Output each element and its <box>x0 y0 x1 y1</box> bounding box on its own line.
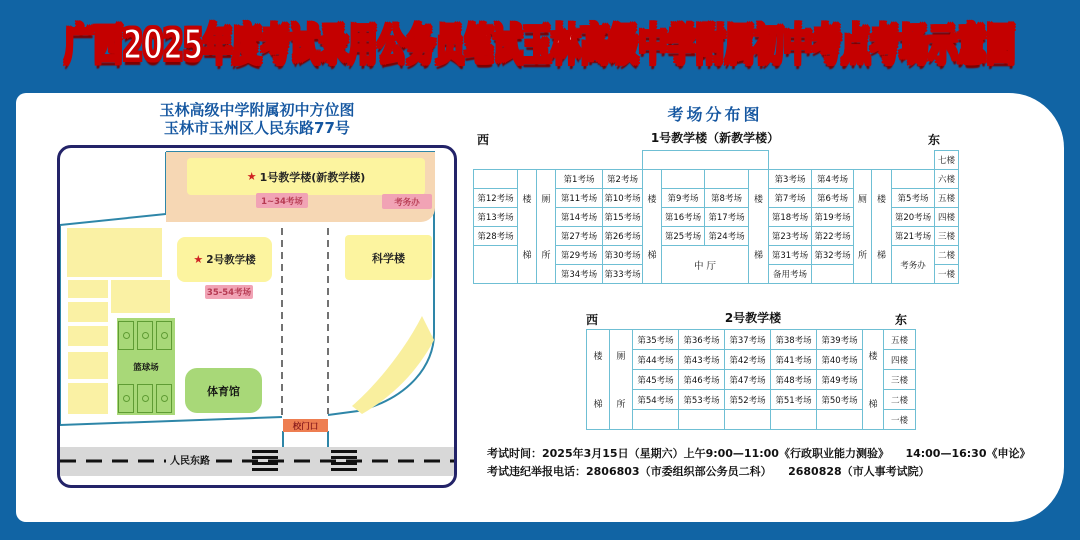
basketball-area <box>117 318 175 415</box>
yellow-block <box>68 302 108 322</box>
west-label: 西 <box>586 313 599 327</box>
room-cell: 第9考场 <box>662 189 705 208</box>
building2-block <box>177 237 272 282</box>
room-cell: 第15考场 <box>603 208 643 227</box>
star-icon: ★ <box>193 253 204 266</box>
room-cell: 第39考场 <box>817 330 863 350</box>
star-icon: ★ <box>246 170 257 183</box>
room-cell: 第32考场 <box>812 246 854 265</box>
room-cell: 第22考场 <box>812 227 854 246</box>
room-cell <box>662 170 705 189</box>
room-cell: 第44考场 <box>633 350 679 370</box>
science-building <box>345 235 432 280</box>
room-cell: 备用考场 <box>769 265 812 284</box>
court-icon <box>137 384 153 413</box>
yellow-block <box>68 326 108 346</box>
room-cell: 第34考场 <box>556 265 603 284</box>
building1-label: 1号教学楼(新教学楼) <box>259 170 366 184</box>
floor-row-6 <box>474 170 959 189</box>
room-cell: 第33考场 <box>603 265 643 284</box>
room-cell <box>705 170 749 189</box>
room-cell: 第52考场 <box>725 390 771 410</box>
building2-table-header: 2号教学楼 <box>724 311 782 325</box>
stairs-cell: 楼 梯 <box>863 330 884 430</box>
floor-row-5 <box>587 330 916 350</box>
room-cell: 第21考场 <box>892 227 935 246</box>
yellow-block <box>68 280 108 298</box>
room-cell: 第2考场 <box>603 170 643 189</box>
building1-table-header: 1号教学楼（新教学楼） <box>650 131 780 145</box>
floor-label: 三楼 <box>935 227 959 246</box>
court-icon <box>156 384 172 413</box>
central-hall-cell: 中 厅 <box>662 246 749 284</box>
room-cell <box>633 410 679 430</box>
room-cell: 第17考场 <box>705 208 749 227</box>
room-cell <box>812 265 854 284</box>
map-title <box>57 101 457 137</box>
yellow-block <box>68 352 108 379</box>
floor-label: 四楼 <box>884 350 916 370</box>
room-cell: 第18考场 <box>769 208 812 227</box>
room-cell: 第28考场 <box>474 227 518 246</box>
exam-office-label: 考务办 <box>382 194 432 209</box>
stairs-cell: 楼 梯 <box>587 330 610 430</box>
yellow-block <box>68 383 108 414</box>
room-cell: 第31考场 <box>769 246 812 265</box>
room-cell: 第14考场 <box>556 208 603 227</box>
room-cell: 第7考场 <box>769 189 812 208</box>
room-cell: 第4考场 <box>812 170 854 189</box>
room-cell: 第30考场 <box>603 246 643 265</box>
floor-label: 七楼 <box>935 151 959 170</box>
gate-label: 校门口 <box>283 419 328 432</box>
gym-label: 体育馆 <box>207 384 240 398</box>
floor-label: 一楼 <box>884 410 916 430</box>
report-phone-line: 考试违纪举报电话：2806803（市委组织部公务员二科） 2680828（市人事考试院） <box>487 465 930 478</box>
room-cell: 第53考场 <box>679 390 725 410</box>
building2-label: 2号教学楼 <box>206 254 256 266</box>
room-cell: 第47考场 <box>725 370 771 390</box>
building1-rooms-label: 1~34考场 <box>256 193 308 208</box>
exam-office-cell: 考务办 <box>892 246 935 284</box>
room-cell: 第35考场 <box>633 330 679 350</box>
street-name-label: 人民东路 <box>166 455 214 469</box>
toilet-cell: 厕 所 <box>854 170 872 284</box>
room-cell: 第50考场 <box>817 390 863 410</box>
room-cell <box>679 410 725 430</box>
exam-time-line: 考试时间：2025年3月15日（星期六）上午9:00—11:00《行政职业能力测验》 14:00—16:30《申论》 <box>487 447 1031 460</box>
room-cell: 第54考场 <box>633 390 679 410</box>
basketball-label: 篮球场 <box>133 363 159 373</box>
court-icon <box>118 321 134 350</box>
stairs-cell: 楼 梯 <box>518 170 537 284</box>
floor-row-7 <box>474 151 959 170</box>
room-cell <box>725 410 771 430</box>
room-cell: 第42考场 <box>725 350 771 370</box>
floor-label: 一楼 <box>935 265 959 284</box>
floor-label: 二楼 <box>935 246 959 265</box>
floor-label: 三楼 <box>884 370 916 390</box>
room-cell: 第46考场 <box>679 370 725 390</box>
yellow-block <box>67 228 162 277</box>
poster-title: 广西2025年度考试录用公务员笔试玉林高级中学附属初中考点考场示意图 <box>64 20 1016 70</box>
map-title-line2: 玉林市玉州区人民东路77号 <box>164 119 350 137</box>
room-cell: 第36考场 <box>679 330 725 350</box>
east-label: 东 <box>895 313 908 327</box>
court-icon <box>137 321 153 350</box>
room-cell <box>892 170 935 189</box>
room-cell: 第5考场 <box>892 189 935 208</box>
east-label: 东 <box>928 133 941 147</box>
west-label: 西 <box>477 133 490 147</box>
room-cell: 第25考场 <box>662 227 705 246</box>
content-panel <box>16 93 1064 522</box>
floor-label: 六楼 <box>935 170 959 189</box>
building1-room-table <box>473 150 959 284</box>
room-cell: 第19考场 <box>812 208 854 227</box>
room-cell: 第48考场 <box>771 370 817 390</box>
room-cell: 第51考场 <box>771 390 817 410</box>
room-cell: 第23考场 <box>769 227 812 246</box>
room-cell: 第45考场 <box>633 370 679 390</box>
room-cell: 第43考场 <box>679 350 725 370</box>
building2-rooms-label: 35-54考场 <box>205 285 253 299</box>
room-cell: 第26考场 <box>603 227 643 246</box>
room-cell: 第1考场 <box>556 170 603 189</box>
map-title-line1: 玉林高级中学附属初中方位图 <box>159 101 355 119</box>
room-cell: 第38考场 <box>771 330 817 350</box>
toilet-cell: 厕 所 <box>537 170 556 284</box>
roof-section <box>643 151 769 170</box>
room-cell <box>771 410 817 430</box>
yellow-block <box>111 280 170 313</box>
court-icon <box>118 384 134 413</box>
room-cell: 第12考场 <box>474 189 518 208</box>
distribution-title: 考场分布图 <box>667 105 763 124</box>
room-cell: 第13考场 <box>474 208 518 227</box>
court-icon <box>156 321 172 350</box>
room-cell: 第29考场 <box>556 246 603 265</box>
science-label: 科学楼 <box>372 251 405 265</box>
exam-info <box>487 445 1062 481</box>
stairs-cell: 楼 梯 <box>872 170 892 284</box>
floor-label: 四楼 <box>935 208 959 227</box>
room-cell: 第11考场 <box>556 189 603 208</box>
room-cell: 第41考场 <box>771 350 817 370</box>
room-cell: 第27考场 <box>556 227 603 246</box>
curved-building <box>352 316 434 414</box>
room-cell: 第20考场 <box>892 208 935 227</box>
room-cell: 第10考场 <box>603 189 643 208</box>
room-cell <box>474 246 518 284</box>
room-cell <box>474 170 518 189</box>
floor-label: 二楼 <box>884 390 916 410</box>
floor-label: 五楼 <box>884 330 916 350</box>
campus-map <box>57 145 457 488</box>
room-cell: 第8考场 <box>705 189 749 208</box>
stairs-cell: 楼 梯 <box>643 170 662 284</box>
room-cell: 第49考场 <box>817 370 863 390</box>
building1-block <box>187 158 425 195</box>
building2-room-table <box>586 329 916 430</box>
room-cell: 第3考场 <box>769 170 812 189</box>
room-cell <box>817 410 863 430</box>
stairs-cell: 楼 梯 <box>749 170 769 284</box>
room-cell: 第16考场 <box>662 208 705 227</box>
room-cell: 第37考场 <box>725 330 771 350</box>
room-cell: 第6考场 <box>812 189 854 208</box>
floor-label: 五楼 <box>935 189 959 208</box>
toilet-cell: 厕 所 <box>610 330 633 430</box>
room-cell: 第24考场 <box>705 227 749 246</box>
room-cell: 第40考场 <box>817 350 863 370</box>
gym-block <box>185 368 262 413</box>
